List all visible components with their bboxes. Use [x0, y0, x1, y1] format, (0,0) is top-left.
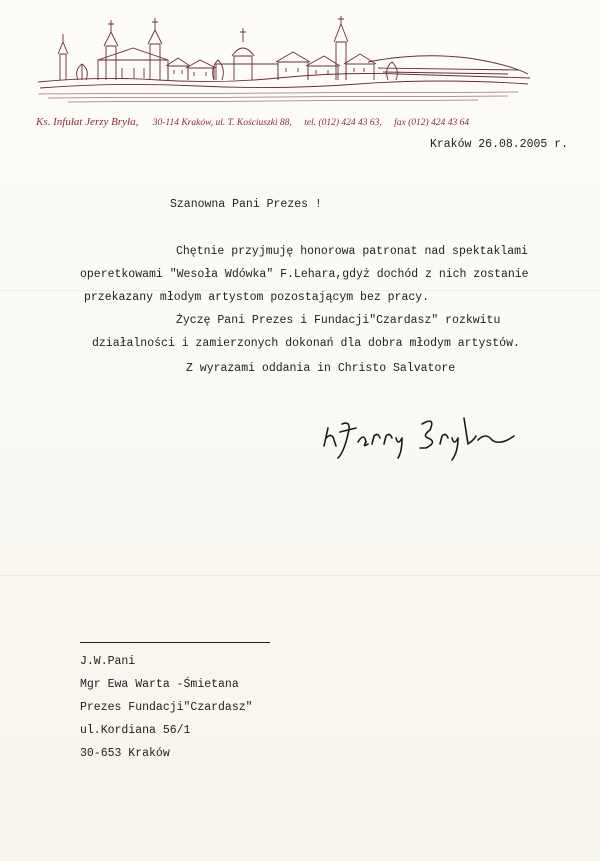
salutation: Szanowna Pani Prezes !: [170, 198, 322, 211]
address-line: Mgr Ewa Warta -Śmietana: [80, 678, 239, 691]
paragraph-patronage: [80, 240, 529, 309]
letterhead-fax: fax (012) 424 43 64: [394, 118, 470, 128]
text-line: przekazany młodym artystom pozostającym bez pracy.: [84, 291, 430, 304]
text-line: Chętnie przyjmuję honorowa patronat nad spektaklami: [176, 245, 528, 258]
handwritten-signature: [318, 402, 528, 464]
recipient-address: [80, 650, 253, 765]
letterhead-phone: tel. (012) 424 43 63,: [304, 118, 382, 128]
text-line: działalności i zamierzonych dokonań dla dobra młodym artystów.: [92, 337, 520, 350]
text-line: Życzę Pani Prezes i Fundacji"Czardasz" rozkwitu: [176, 314, 501, 327]
closing-line: Z wyrazami oddania in Christo Salvatore: [186, 362, 456, 375]
letterhead-contact: [36, 116, 556, 128]
address-line: ul.Kordiana 56/1: [80, 724, 191, 737]
church-skyline-illustration: [38, 12, 530, 108]
letter-date: Kraków 26.08.2005 r.: [429, 138, 568, 151]
text-line: operetkowami "Wesoła Wdówka" F.Lehara,gdyż dochód z nich zostanie: [80, 268, 529, 281]
paragraph-wishes: [92, 309, 520, 355]
letterhead-name: Ks. Infułat Jerzy Bryła,: [36, 116, 139, 128]
address-separator: [80, 642, 270, 643]
letterhead-address: 30-114 Kraków, ul. T. Kościuszki 88,: [152, 118, 292, 128]
address-line: Prezes Fundacji"Czardasz": [80, 701, 253, 714]
paper-fold: [0, 575, 600, 576]
address-line: J.W.Pani: [80, 655, 136, 668]
address-line: 30-653 Kraków: [80, 747, 170, 760]
